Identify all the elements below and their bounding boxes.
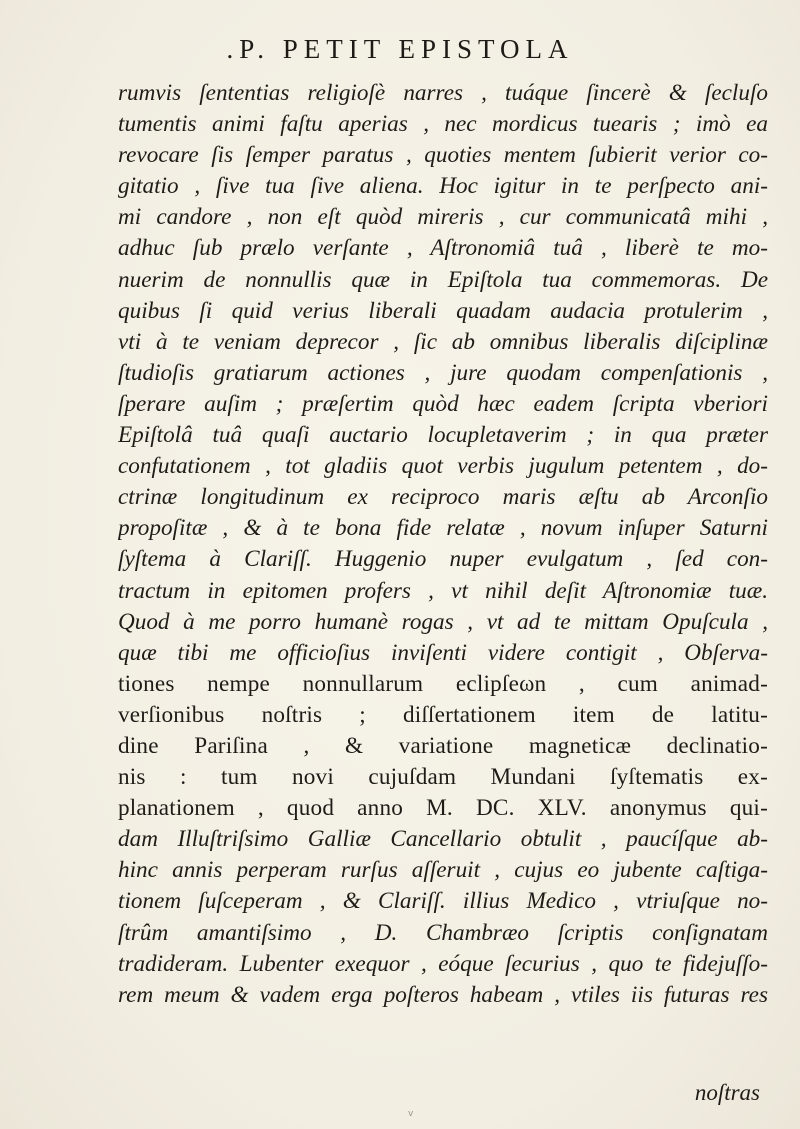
text-line: ctrinæ longitudinum ex reciproco maris æſtu ab Arconſio [118, 484, 768, 511]
text-line: quibus ſi quid verius liberali quadam audacia protulerim , [118, 297, 768, 324]
text-line: tiones nempe nonnullarum eclipſeωn , cum animad- [118, 670, 768, 697]
text-line: ſtrûm amantiſsimo , D. Chambræo ſcriptis conſignatam [118, 919, 768, 946]
text-line: tractum in epitomen profers , vt nihil deſit Aſtronomiæ tuæ. [118, 577, 768, 604]
text-line: Quod à me porro humanè rogas , vt ad te mittam Opuſcula , [118, 608, 768, 635]
text-line: Epiſtolâ tuâ quaſi auctario locupletaverim ; in qua præter [118, 422, 768, 449]
text-line: nuerim de nonnullis quæ in Epiſtola tua commemoras. De [118, 266, 768, 293]
text-line: rumvis ſententias religioſè narres , tuáque ſincerè & ſecluſo [118, 80, 768, 106]
text-line: adhuc ſub prælo verſante , Aſtronomiâ tuâ , liberè te mo- [118, 235, 768, 262]
running-head: .P. PETIT EPISTOLA [226, 34, 574, 64]
text-line: verſionibus noſtris ; diſſertationem item de latitu- [118, 701, 768, 728]
text-line: nis : tum novi cujuſdam Mundani ſyſtematis ex- [118, 764, 768, 791]
text-line: planationem , quod anno M. DC. XLV. anonymus qui- [118, 795, 768, 822]
text-line: tionem ſuſceperam , & Clariſſ. illius Medico , vtriuſque no- [118, 888, 768, 915]
text-line: confutationem , tot gladiis quot verbis jugulum petentem , do- [118, 453, 768, 480]
text-line: mi candore , non eſt quòd mireris , cur communicatâ mihi , [118, 204, 768, 231]
text-line: quæ tibi me officioſius inviſenti videre contigit , Obſerva- [118, 639, 768, 666]
text-line: revocare ſis ſemper paratus , quoties mentem ſubierit verior co- [118, 142, 768, 169]
text-line: ſyſtema à Clariſſ. Huggenio nuper evulgatum , ſed con- [118, 546, 768, 573]
text-line: dine Pariſina , & variatione magneticæ declinatio- [118, 732, 768, 759]
text-line: ſtudioſis gratiarum actiones , jure quodam compenſationis , [118, 359, 768, 386]
footer-mark: v [408, 1109, 414, 1119]
text-line: propoſitæ , & à te bona fide relatæ , novum inſuper Saturni [118, 515, 768, 542]
body-text [118, 78, 768, 1011]
text-line: rem meum & vadem erga poſteros habeam , vtiles iis futuras res [118, 981, 768, 1008]
text-line: tumentis animi faſtu aperias , nec mordicus tuearis ; imò ea [118, 111, 768, 138]
catchword: noſtras [694, 1080, 760, 1105]
text-line: tradideram. Lubenter exequor , eóque ſecurius , quo te fidejuſſo- [118, 950, 768, 977]
text-line: dam Illuſtriſsimo Galliæ Cancellario obtulit , paucíſque ab- [118, 826, 768, 853]
text-line: gitatio , ſive tua ſive aliena. Hoc igitur in te perſpecto ani- [118, 173, 768, 200]
text-line: vti à te veniam deprecor , ſic ab omnibus liberalis diſciplinæ [118, 328, 768, 355]
text-line: ſperare auſim ; præſertim quòd hæc eadem ſcripta vberiori [118, 390, 768, 417]
text-line: hinc annis perperam rurſus aſſeruit , cujus eo jubente caſtiga- [118, 857, 768, 884]
